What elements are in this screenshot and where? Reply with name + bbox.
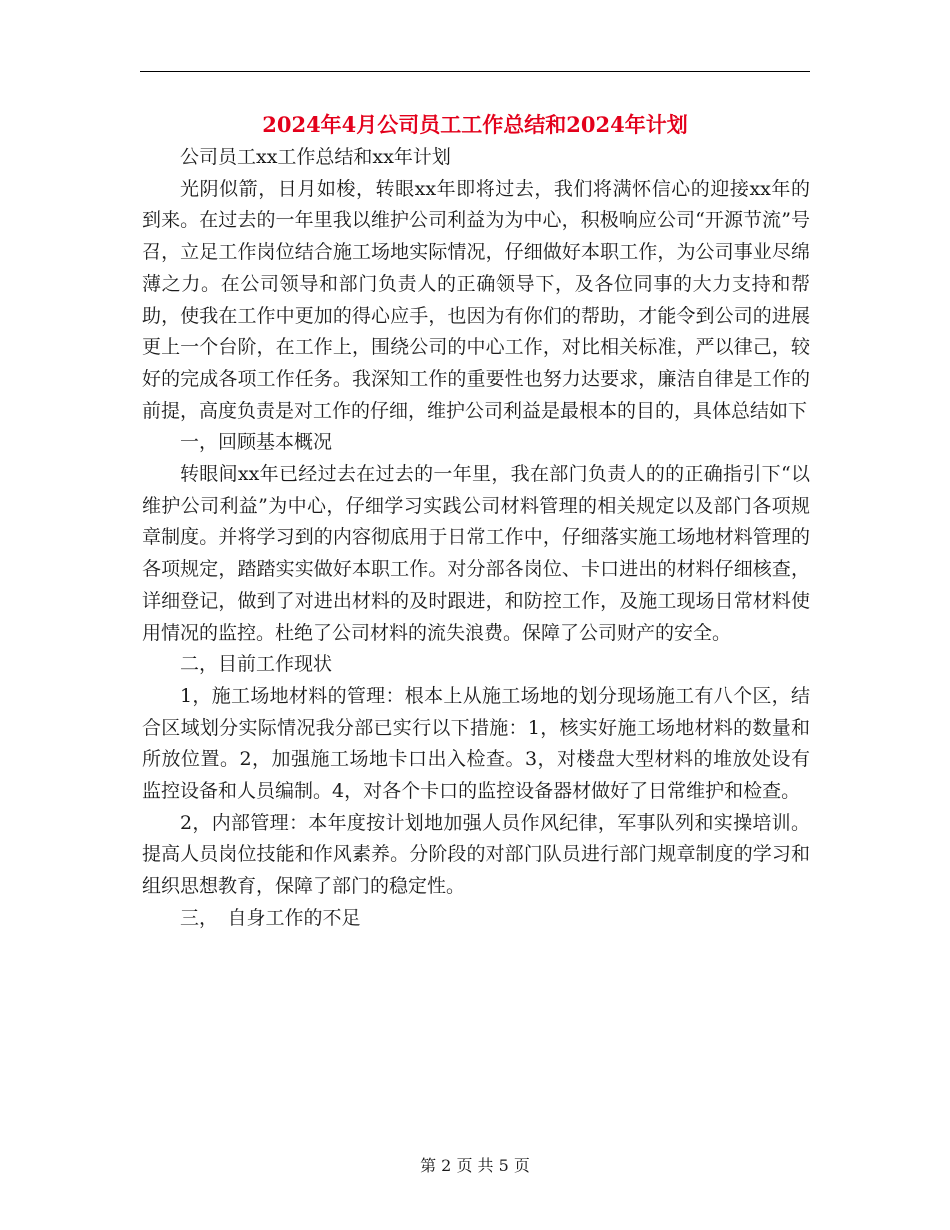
header-rule — [140, 71, 810, 72]
paragraph-intro: 光阴似箭，日月如梭，转眼xx年即将过去，我们将满怀信心的迎接xx年的到来。在过去的一年里我以维护公司利益为为中心，积极响应公司“开源节流”号召，立足工作岗位结合施工场地实际情况，仔细做好本职工作，为公司事业尽绵薄之力。在公司领导和部门负责人的正确领导下，及各位同事的大力支持和帮助，使我在工作中更加的得心应手，也因为有你们的帮助，才能令到公司的进展更上一个台阶，在工作上，围绕公司的中心工作，对比相关标准，严以律己，较好的完成各项工作任务。我深知工作的重要性也努力达要求，廉洁自律是工作的前提，高度负责是对工作的仔细，维护公司利益是最根本的目的，具体总结如下 — [142, 177, 810, 422]
paragraph-site-materials: 1，施工场地材料的管理：根本上从施工场地的划分现场施工有八个区，结合区域划分实际情况我分部已实行以下措施：1，核实好施工场地材料的数量和所放位置。2，加强施工场地卡口出入检查。3，对楼盘大型材料的堆放处设有监控设备和人员编制。4，对各个卡口的监控设备器材做好了日常维护和检查。 — [142, 684, 810, 803]
section-heading-2: 二，目前工作现状 — [180, 653, 333, 676]
section-heading-1: 一，回顾基本概况 — [180, 431, 333, 454]
document-body — [142, 142, 810, 935]
page-number: 第 2 页 共 5 页 — [420, 1156, 530, 1175]
paragraph-internal-management: 2，内部管理：本年度按计划地加强人员作风纪律，军事队列和实操培训。提高人员岗位技能和作风素养。分阶段的对部门队员进行部门规章制度的学习和组织思想教育，保障了部门的稳定性。 — [142, 811, 810, 898]
document-title: 2024年4月公司员工工作总结和2024年计划 — [262, 112, 688, 137]
paragraph-overview: 转眼间xx年已经过去在过去的一年里，我在部门负责人的的正确指引下“以维护公司利益”为中心，仔细学习实践公司材料管理的相关规定以及部门各项规章制度。并将学习到的内容彻底用于日常工作中，仔细落实施工场地材料管理的各项规定，踏踏实实做好本职工作。对分部各岗位、卡口进出的材料仔细核查，详细登记，做到了对进出材料的及时跟进，和防控工作，及施工现场日常材料使用情况的监控。杜绝了公司材料的流失浪费。保障了公司财产的安全。 — [142, 463, 810, 644]
section-heading-3: 三， 自身工作的不足 — [180, 906, 361, 929]
paragraph-subtitle: 公司员工xx工作总结和xx年计划 — [180, 146, 451, 168]
